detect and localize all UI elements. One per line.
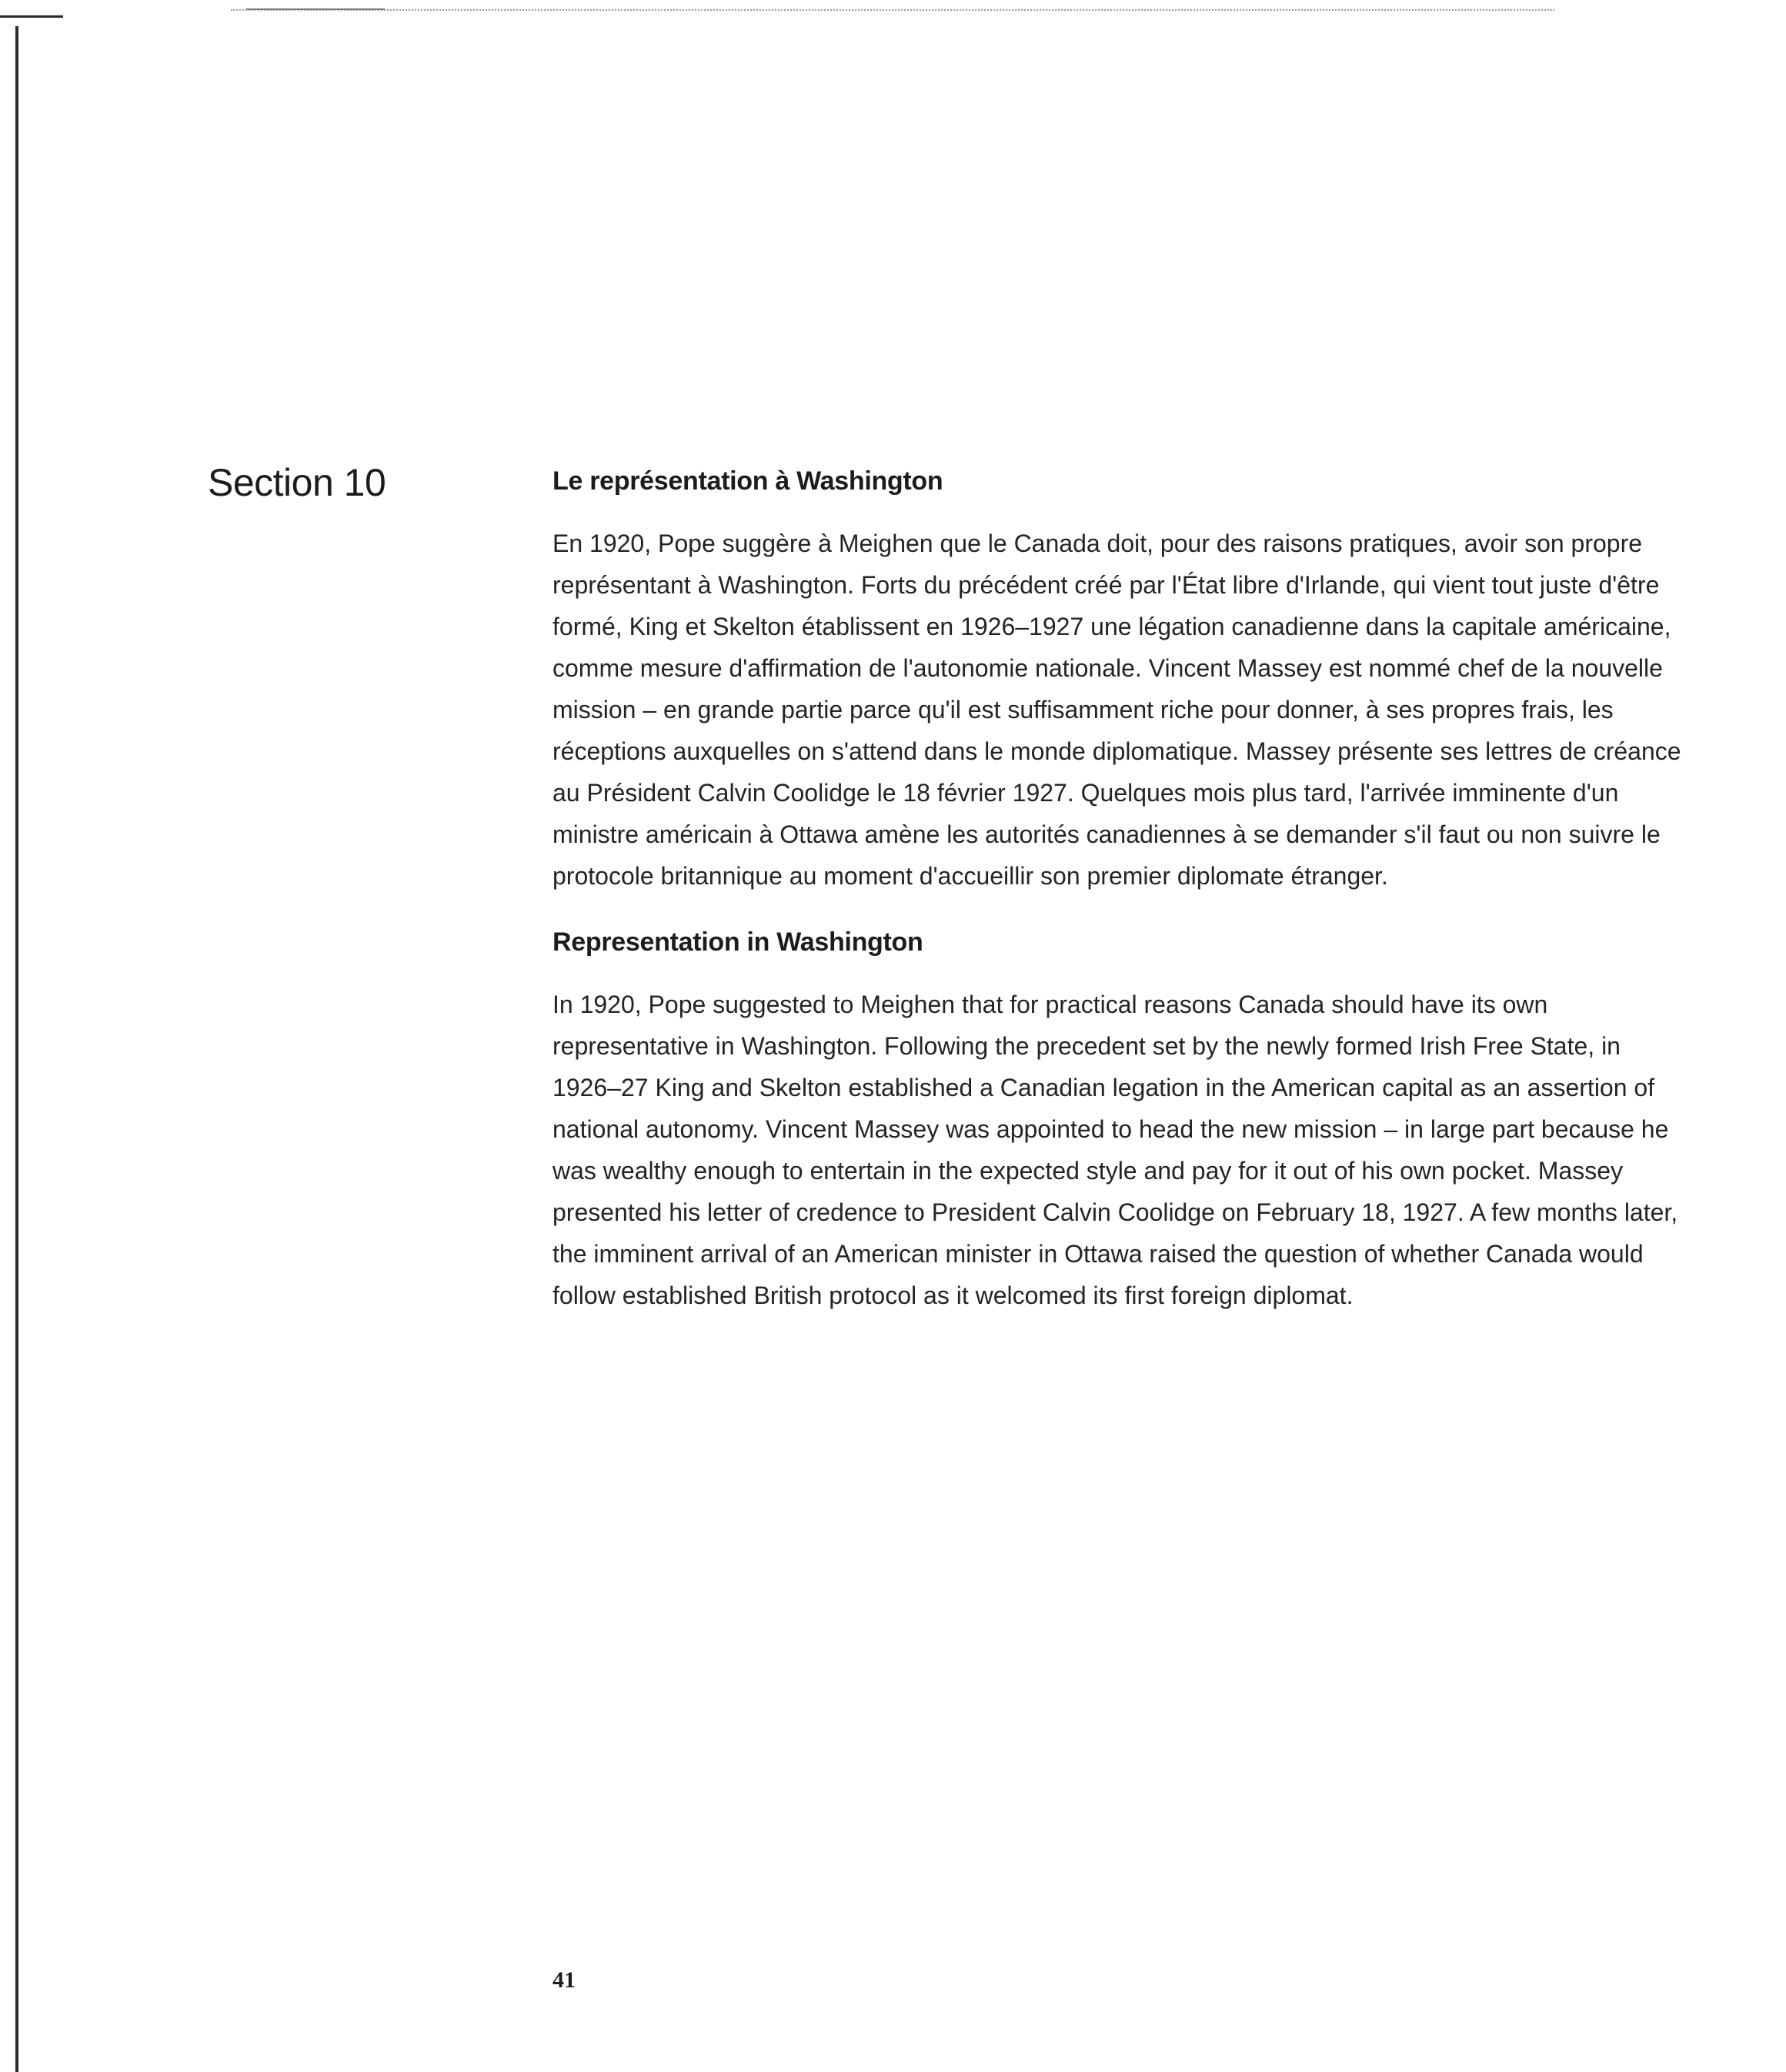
english-paragraph: In 1920, Pope suggested to Meighen that for practical reasons Canada should have its own representative in Washington. Following the precedent set by the newly formed Irish Free State, in 1926–27 King and Skelton established a Canadian legation in the American capital as an assertion of national autonomy. Vincent Massey was appointed to head the new mission – in large part because he was wealthy enough to entertain in the expected style and pay for it out of his own pocket. Massey presented his letter of credence to President Calvin Coolidge on February 18, 1927. A few months later, the imminent arrival of an American minister in Ottawa raised the question of whether Canada would follow established British protocol as it welcomed its first foreign diplomat. <box>552 991 1678 1309</box>
scan-edge-artifact <box>231 9 1554 11</box>
binding-edge-line <box>15 26 18 2072</box>
main-content <box>552 466 1691 1347</box>
french-section <box>552 466 1691 897</box>
section-label: Section 10 <box>208 461 386 504</box>
english-heading: Representation in Washington <box>552 927 923 957</box>
scan-edge-rule <box>246 8 385 10</box>
english-section <box>552 927 1691 1316</box>
french-paragraph: En 1920, Pope suggère à Meighen que le Canada doit, pour des raisons pratiques, avoir son propre représentant à Washington. Forts du précédent créé par l'État libre d'Irlande, qui vient tout juste d'être formé, King et Skelton établissent en 1926–1927 une légation canadienne dans la capitale américaine, comme mesure d'affirmation de l'autonomie nationale. Vincent Massey est nommé chef de la nouvelle mission – en grande partie parce qu'il est suffisamment riche pour donner, à ses propres frais, les réceptions auxquelles on s'attend dans le monde diplomatique. Massey présente ses lettres de créance au Président Calvin Coolidge le 18 février 1927. Quelques mois plus tard, l'arrivée imminente d'un ministre américain à Ottawa amène les autorités canadiennes à se demander s'il faut ou non suivre le protocole britannique au moment d'accueillir son premier diplomate étranger. <box>552 530 1681 890</box>
french-heading: Le représentation à Washington <box>552 466 943 496</box>
page-number: 41 <box>552 1967 576 1993</box>
binding-corner-mark <box>0 15 63 18</box>
